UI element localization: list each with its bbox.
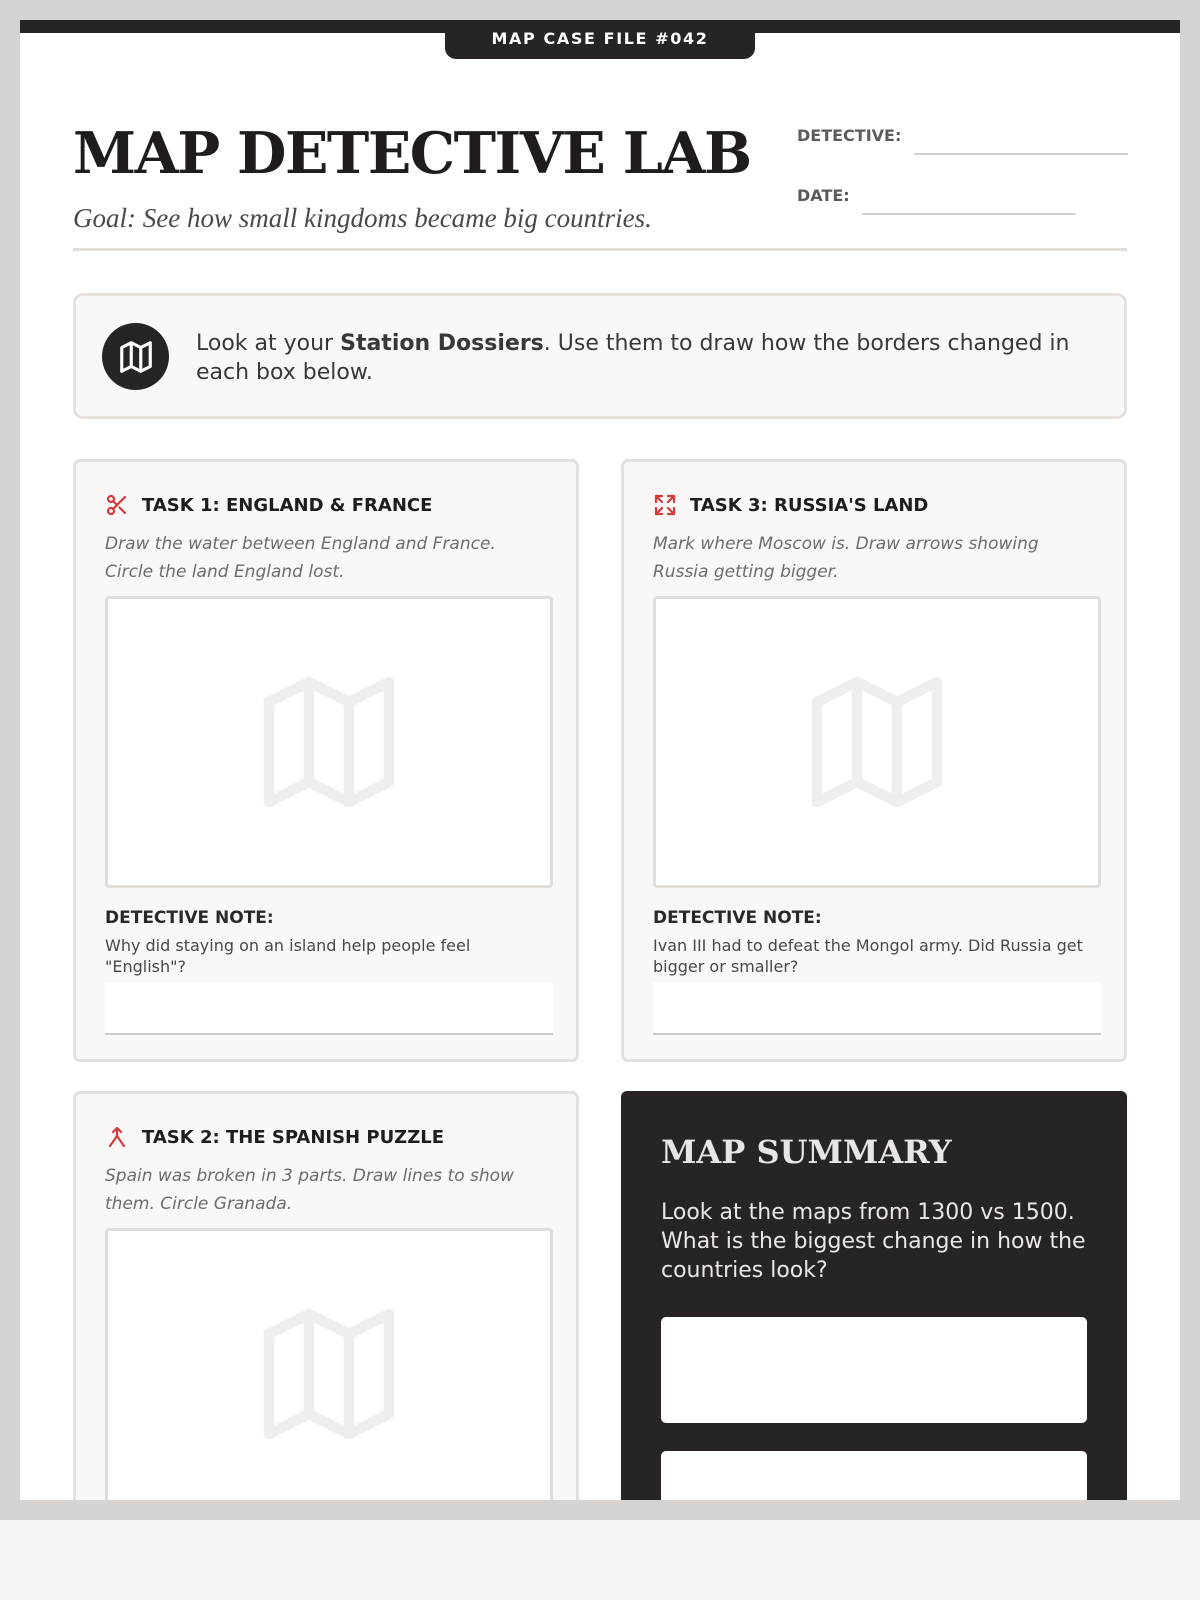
detective-note-question: Why did staying on an island help people feel "English"? bbox=[105, 936, 471, 976]
task-card-russia bbox=[621, 459, 1127, 1062]
map-drawing-area[interactable] bbox=[105, 596, 553, 888]
task-description: Draw the water between England and France. Circle the land England lost. bbox=[105, 534, 496, 582]
map-icon bbox=[797, 662, 957, 822]
task-card-spain bbox=[73, 1091, 579, 1500]
worksheet bbox=[20, 20, 1180, 1500]
note-answer-field[interactable] bbox=[105, 982, 553, 1035]
task-description: Spain was broken in 3 parts. Draw lines to show them. Circle Granada. bbox=[105, 1166, 514, 1214]
intro-text: Look at your Station Dossiers. Use them to draw how the borders changed in each box below. bbox=[196, 331, 1070, 385]
page-title: MAP DETECTIVE LAB bbox=[73, 120, 751, 187]
detective-field[interactable] bbox=[914, 153, 1128, 155]
summary-question: Look at the maps from 1300 vs 1500. What is the biggest change in how the countries look? bbox=[661, 1200, 1086, 1283]
summary-answer-box-2[interactable] bbox=[661, 1451, 1087, 1500]
task-description: Mark where Moscow is. Draw arrows showing Russia getting bigger. bbox=[653, 534, 1039, 582]
task-title: TASK 3: RUSSIA'S LAND bbox=[690, 494, 929, 516]
map-icon bbox=[249, 662, 409, 822]
task-title: TASK 2: THE SPANISH PUZZLE bbox=[142, 1126, 445, 1148]
header-divider bbox=[73, 248, 1127, 251]
date-field[interactable] bbox=[862, 213, 1076, 215]
task-card-england-france bbox=[73, 459, 579, 1062]
map-icon bbox=[102, 323, 169, 390]
goal-subtitle: Goal: See how small kingdoms became big countries. bbox=[73, 203, 652, 233]
detective-note-question: Ivan III had to defeat the Mongol army. Did Russia get bigger or smaller? bbox=[653, 936, 1083, 976]
date-label: DATE: bbox=[797, 186, 850, 205]
detective-label: DETECTIVE: bbox=[797, 126, 902, 145]
detective-note-label: DETECTIVE NOTE: bbox=[105, 908, 274, 928]
map-summary-panel bbox=[621, 1091, 1127, 1500]
intro-callout bbox=[73, 293, 1127, 419]
map-drawing-area[interactable] bbox=[653, 596, 1101, 888]
merge-icon bbox=[104, 1124, 130, 1150]
summary-title: MAP SUMMARY bbox=[661, 1133, 952, 1171]
scissors-icon bbox=[104, 492, 130, 518]
expand-arrows-icon bbox=[652, 492, 678, 518]
summary-answer-box-1[interactable] bbox=[661, 1317, 1087, 1423]
case-file-tab: MAP CASE FILE #042 bbox=[445, 20, 755, 59]
note-answer-field[interactable] bbox=[653, 982, 1101, 1035]
map-drawing-area[interactable] bbox=[105, 1228, 553, 1500]
task-title: TASK 1: ENGLAND & FRANCE bbox=[142, 494, 433, 516]
map-icon bbox=[249, 1294, 409, 1454]
detective-note-label: DETECTIVE NOTE: bbox=[653, 908, 822, 928]
